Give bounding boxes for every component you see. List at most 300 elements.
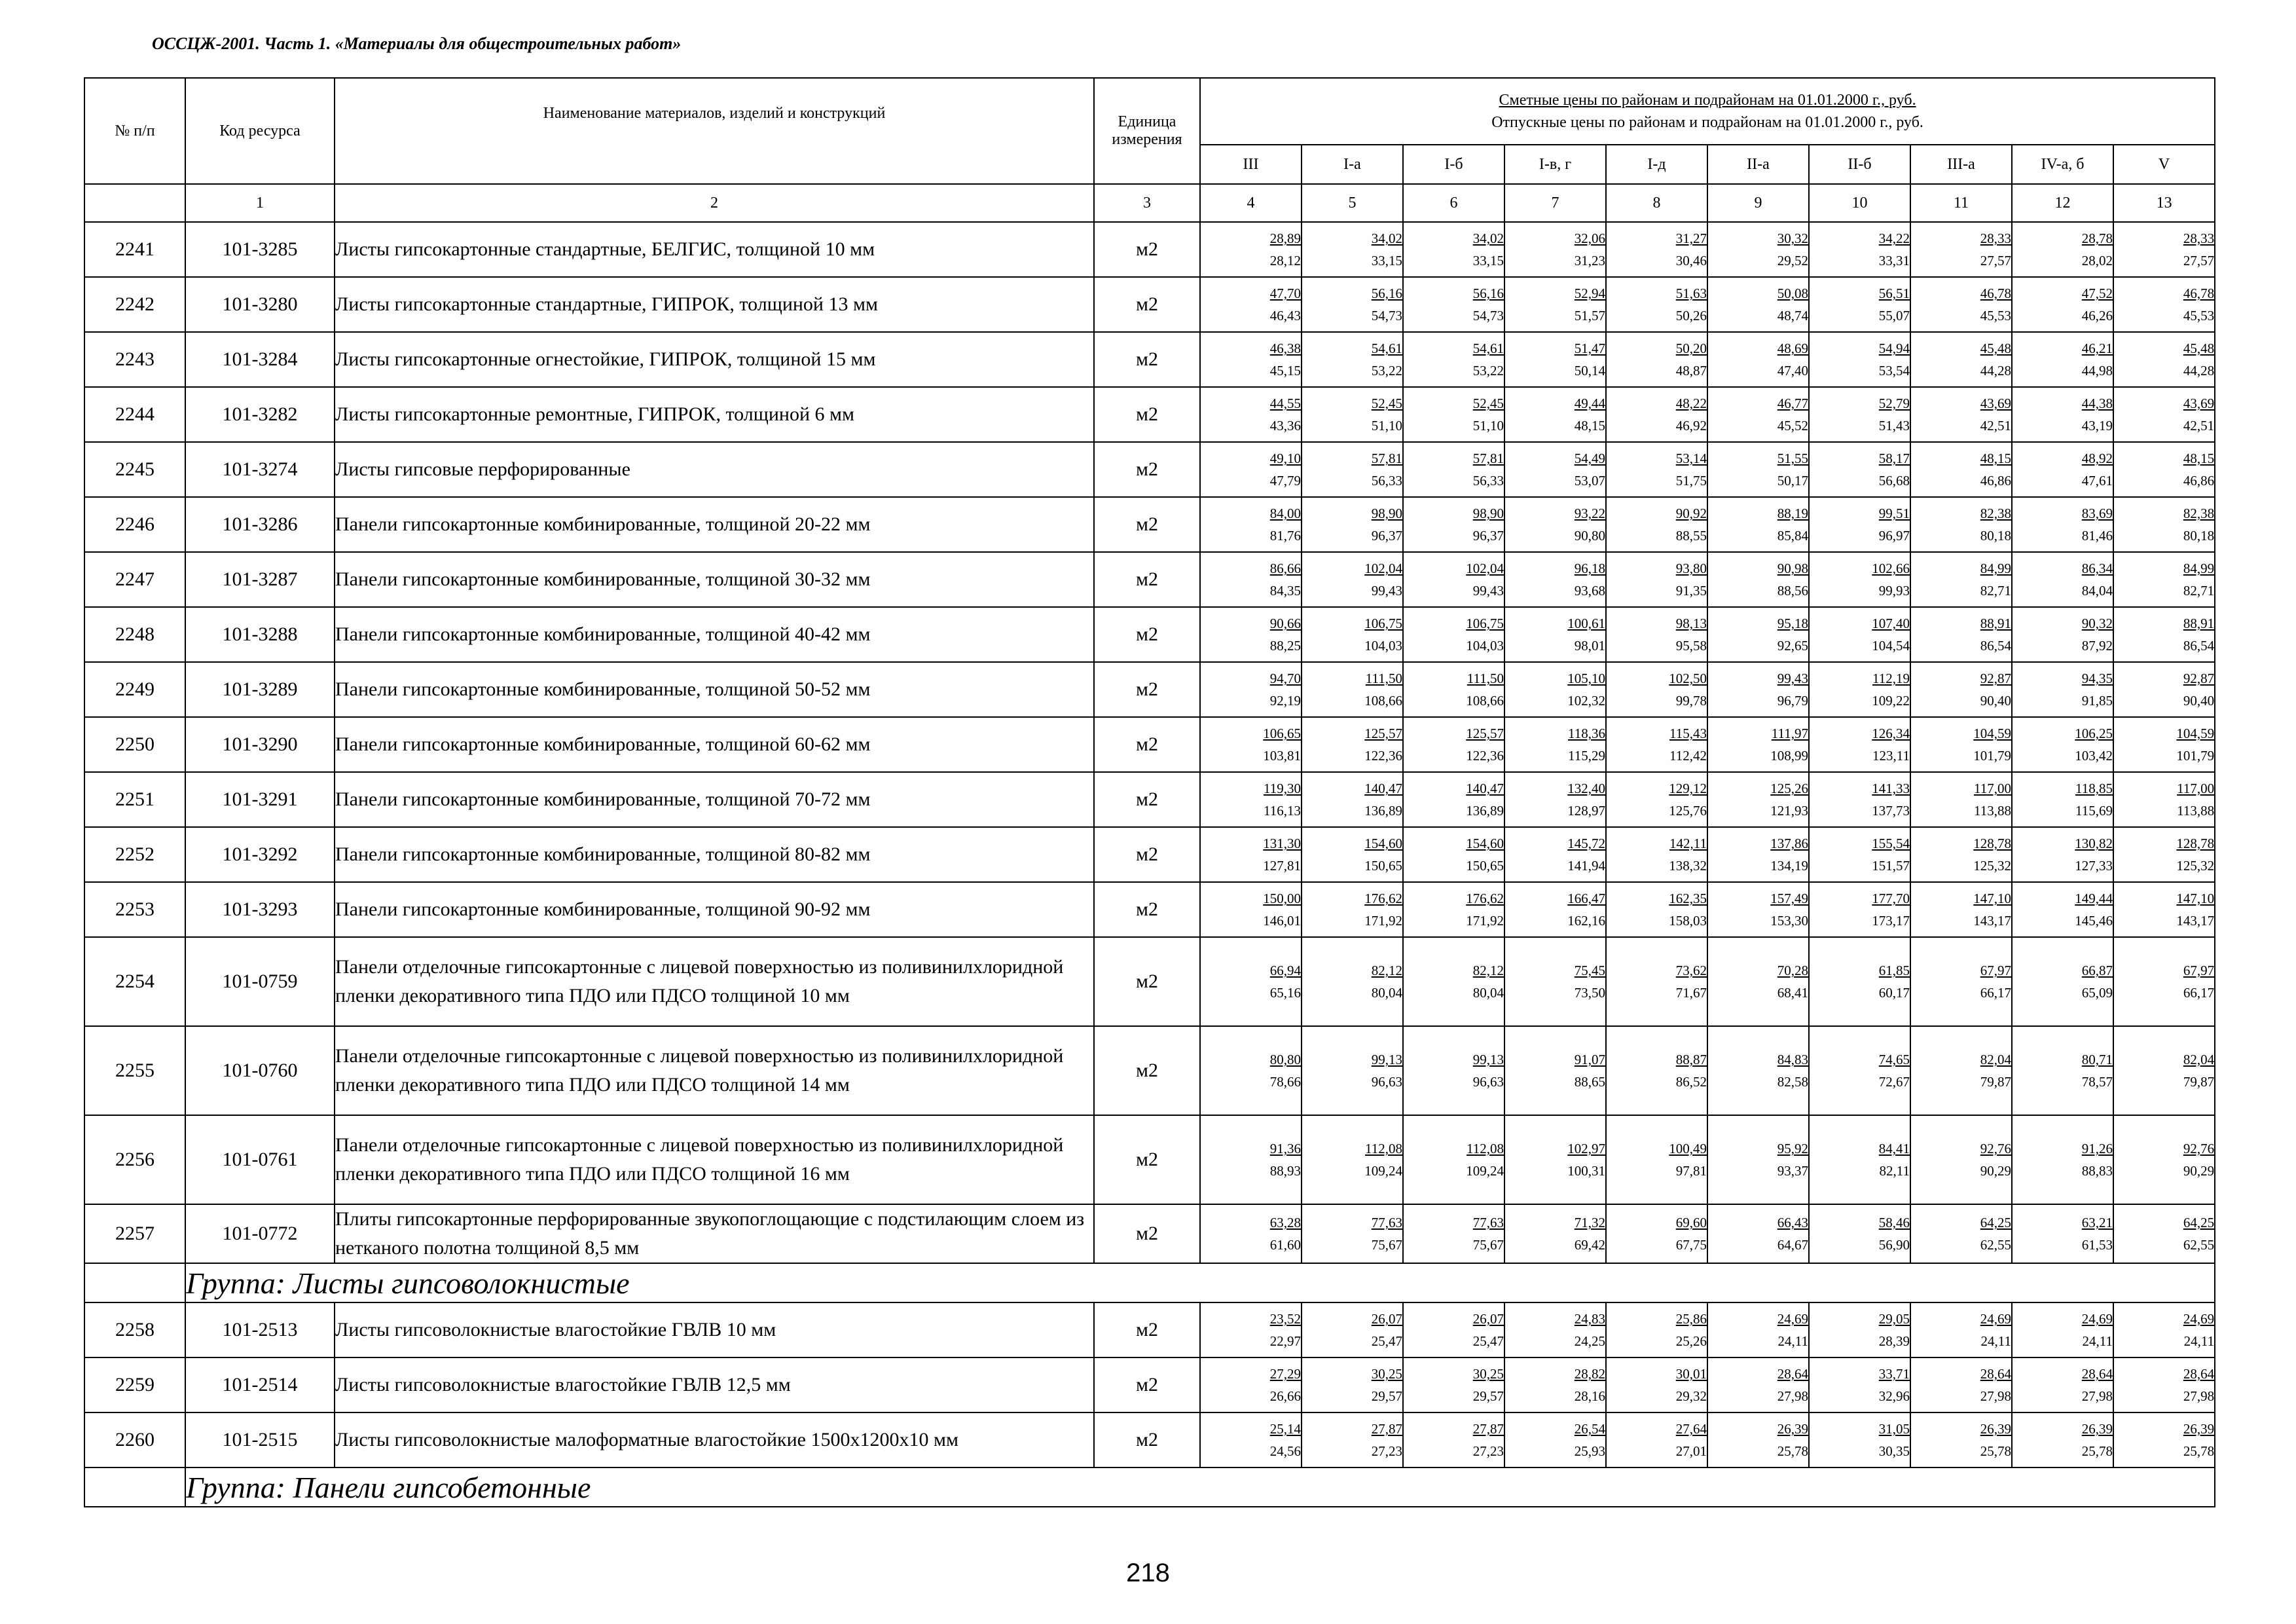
release-price: 104,54 bbox=[1872, 638, 1910, 654]
price-cell bbox=[1809, 1302, 1910, 1357]
price-cell bbox=[1910, 387, 2012, 442]
estimate-price: 56,51 bbox=[1878, 286, 1910, 301]
estimate-price: 104,59 bbox=[2176, 726, 2215, 741]
price-cell bbox=[1302, 497, 1403, 552]
col-header-prices bbox=[1200, 78, 2215, 145]
release-price: 96,37 bbox=[1371, 528, 1402, 544]
estimate-price: 33,71 bbox=[1878, 1366, 1910, 1382]
release-price: 62,55 bbox=[1980, 1237, 2011, 1253]
price-cell bbox=[1200, 387, 1302, 442]
estimate-price: 93,80 bbox=[1675, 561, 1707, 576]
release-price: 56,33 bbox=[1472, 473, 1504, 489]
estimate-price: 99,51 bbox=[1878, 506, 1910, 521]
estimate-price: 64,25 bbox=[1980, 1215, 2011, 1230]
resource-code: 101-0760 bbox=[185, 1026, 335, 1115]
release-price: 66,17 bbox=[2183, 985, 2215, 1001]
price-cell bbox=[2113, 882, 2215, 937]
release-price: 46,26 bbox=[2081, 308, 2113, 323]
price-cell bbox=[1504, 1302, 1606, 1357]
release-price: 82,71 bbox=[1980, 583, 2011, 599]
estimate-price: 48,22 bbox=[1675, 396, 1707, 411]
material-name: Панели отделочные гипсокартонные с лицевой поверхностью из поливинилхлоридной пленки декоративного типа ПДО или ПДСО толщиной 14 мм bbox=[335, 1026, 1094, 1115]
release-price: 78,57 bbox=[2081, 1074, 2113, 1090]
release-price: 27,98 bbox=[2081, 1388, 2113, 1404]
release-price: 80,18 bbox=[2183, 528, 2215, 544]
release-price: 171,92 bbox=[1466, 913, 1504, 929]
price-cell bbox=[1504, 387, 1606, 442]
release-price: 81,46 bbox=[2081, 528, 2113, 544]
resource-code: 101-3290 bbox=[185, 717, 335, 772]
release-price: 29,32 bbox=[1675, 1388, 1707, 1404]
estimate-price: 140,47 bbox=[1466, 781, 1504, 796]
estimate-price: 130,82 bbox=[2075, 836, 2113, 851]
release-price: 61,60 bbox=[1269, 1237, 1301, 1253]
estimate-price: 27,87 bbox=[1371, 1421, 1402, 1437]
table-row bbox=[84, 1026, 2215, 1115]
row-number: 2249 bbox=[84, 662, 185, 717]
table-row bbox=[84, 827, 2215, 882]
release-price: 112,42 bbox=[1669, 748, 1707, 764]
price-cell bbox=[1200, 772, 1302, 827]
release-price: 87,92 bbox=[2081, 638, 2113, 654]
release-price: 30,35 bbox=[1878, 1443, 1910, 1459]
release-price: 151,57 bbox=[1872, 858, 1910, 874]
estimate-price: 111,97 bbox=[1771, 726, 1808, 741]
price-cell bbox=[1606, 387, 1707, 442]
price-cell bbox=[1910, 497, 2012, 552]
price-cell bbox=[2012, 497, 2113, 552]
release-price: 43,19 bbox=[2081, 418, 2113, 434]
price-cell bbox=[1809, 882, 1910, 937]
estimate-price: 57,81 bbox=[1472, 451, 1504, 466]
resource-code: 101-3280 bbox=[185, 277, 335, 332]
price-cell bbox=[1707, 827, 1809, 882]
release-price: 65,16 bbox=[1269, 985, 1301, 1001]
estimate-price: 43,69 bbox=[2183, 396, 2215, 411]
price-cell bbox=[1809, 1115, 1910, 1204]
release-price: 33,31 bbox=[1878, 253, 1910, 268]
release-price: 104,03 bbox=[1466, 638, 1504, 654]
price-cell bbox=[2012, 552, 2113, 607]
release-price: 171,92 bbox=[1364, 913, 1402, 929]
estimate-price: 50,20 bbox=[1675, 341, 1707, 356]
price-cell bbox=[2012, 772, 2113, 827]
release-price: 93,37 bbox=[1777, 1163, 1808, 1179]
release-price: 27,57 bbox=[1980, 253, 2011, 268]
resource-code: 101-3284 bbox=[185, 332, 335, 387]
column-number: 4 bbox=[1200, 184, 1302, 222]
estimate-price: 27,29 bbox=[1269, 1366, 1301, 1382]
release-price: 27,98 bbox=[1777, 1388, 1808, 1404]
group-title: Группа: Панели гипсобетонные bbox=[185, 1467, 2215, 1507]
estimate-price: 80,71 bbox=[2081, 1052, 2113, 1067]
release-price: 51,10 bbox=[1472, 418, 1504, 434]
region-header: III-а bbox=[1910, 145, 2012, 184]
estimate-price: 67,97 bbox=[1980, 963, 2011, 978]
release-price: 27,57 bbox=[2183, 253, 2215, 268]
estimate-price: 28,64 bbox=[1980, 1366, 2011, 1382]
price-cell bbox=[1302, 277, 1403, 332]
unit-of-measure: м2 bbox=[1094, 552, 1200, 607]
estimate-price: 106,65 bbox=[1263, 726, 1301, 741]
group-row bbox=[84, 1467, 2215, 1507]
estimate-price: 25,14 bbox=[1269, 1421, 1301, 1437]
price-cell bbox=[1910, 442, 2012, 497]
price-cell bbox=[1504, 772, 1606, 827]
row-number: 2252 bbox=[84, 827, 185, 882]
price-cell bbox=[2012, 937, 2113, 1026]
price-cell bbox=[1809, 1026, 1910, 1115]
price-cell bbox=[1200, 277, 1302, 332]
estimate-price: 117,00 bbox=[2177, 781, 2215, 796]
resource-code: 101-3293 bbox=[185, 882, 335, 937]
release-price: 28,39 bbox=[1878, 1333, 1910, 1349]
release-price: 136,89 bbox=[1364, 803, 1402, 819]
release-price: 115,29 bbox=[1568, 748, 1605, 764]
estimate-price: 88,91 bbox=[1980, 616, 2011, 631]
price-cell bbox=[2113, 662, 2215, 717]
estimate-price: 27,64 bbox=[1675, 1421, 1707, 1437]
release-price: 50,17 bbox=[1777, 473, 1808, 489]
table-row bbox=[84, 662, 2215, 717]
price-cell bbox=[2113, 937, 2215, 1026]
release-price: 60,17 bbox=[1878, 985, 1910, 1001]
release-price: 88,25 bbox=[1269, 638, 1301, 654]
price-cell bbox=[2012, 442, 2113, 497]
price-cell bbox=[1809, 717, 1910, 772]
price-cell bbox=[2012, 387, 2113, 442]
release-price: 99,43 bbox=[1371, 583, 1402, 599]
price-cell bbox=[1707, 1204, 1809, 1263]
estimate-price: 27,87 bbox=[1472, 1421, 1504, 1437]
estimate-price: 98,90 bbox=[1371, 506, 1402, 521]
release-price: 90,80 bbox=[1574, 528, 1605, 544]
region-header: V bbox=[2113, 145, 2215, 184]
estimate-price: 46,78 bbox=[1980, 286, 2011, 301]
release-price: 115,69 bbox=[2075, 803, 2113, 819]
price-cell bbox=[2012, 882, 2113, 937]
estimate-price: 147,10 bbox=[1973, 891, 2011, 906]
release-price: 88,83 bbox=[2081, 1163, 2113, 1179]
estimate-price: 88,19 bbox=[1777, 506, 1808, 521]
estimate-price: 63,21 bbox=[2081, 1215, 2113, 1230]
resource-code: 101-3289 bbox=[185, 662, 335, 717]
estimate-price: 111,50 bbox=[1365, 671, 1402, 686]
release-price: 99,78 bbox=[1675, 693, 1707, 709]
estimate-price: 71,32 bbox=[1574, 1215, 1605, 1230]
estimate-price: 102,66 bbox=[1872, 561, 1910, 576]
release-price: 24,11 bbox=[1980, 1333, 2011, 1349]
release-price: 50,14 bbox=[1574, 363, 1605, 378]
release-price: 65,09 bbox=[2081, 985, 2113, 1001]
estimate-price: 137,86 bbox=[1770, 836, 1808, 851]
unit-of-measure: м2 bbox=[1094, 937, 1200, 1026]
material-name: Листы гипсоволокнистые влагостойкие ГВЛВ 12,5 мм bbox=[335, 1357, 1094, 1412]
release-price: 128,97 bbox=[1567, 803, 1605, 819]
estimate-price: 58,17 bbox=[1878, 451, 1910, 466]
price-cell bbox=[2113, 1302, 2215, 1357]
release-price: 45,53 bbox=[1980, 308, 2011, 323]
estimate-price: 24,69 bbox=[1777, 1311, 1808, 1327]
row-number: 2256 bbox=[84, 1115, 185, 1204]
material-name: Панели гипсокартонные комбинированные, толщиной 70-72 мм bbox=[335, 772, 1094, 827]
release-price: 96,97 bbox=[1878, 528, 1910, 544]
release-price: 113,88 bbox=[1974, 803, 2011, 819]
release-price: 113,88 bbox=[2177, 803, 2215, 819]
estimate-price: 99,13 bbox=[1472, 1052, 1504, 1067]
price-cell bbox=[1606, 1115, 1707, 1204]
release-price: 31,23 bbox=[1574, 253, 1605, 268]
estimate-price: 28,33 bbox=[2183, 231, 2215, 246]
table-row bbox=[84, 277, 2215, 332]
release-price: 24,25 bbox=[1574, 1333, 1605, 1349]
price-cell bbox=[1707, 717, 1809, 772]
column-number: 6 bbox=[1403, 184, 1504, 222]
release-price: 46,86 bbox=[2183, 473, 2215, 489]
estimate-price: 90,32 bbox=[2081, 616, 2113, 631]
estimate-price: 84,83 bbox=[1777, 1052, 1808, 1067]
release-price: 46,86 bbox=[1980, 473, 2011, 489]
document-header-title: ОССЦЖ-2001. Часть 1. «Материалы для общестроительных работ» bbox=[152, 34, 682, 53]
price-cell bbox=[1809, 497, 1910, 552]
release-price: 125,32 bbox=[2176, 858, 2215, 874]
unit-of-measure: м2 bbox=[1094, 1357, 1200, 1412]
material-name: Панели гипсокартонные комбинированные, толщиной 80-82 мм bbox=[335, 827, 1094, 882]
release-price: 84,35 bbox=[1269, 583, 1301, 599]
estimate-price: 25,86 bbox=[1675, 1311, 1707, 1327]
release-price: 96,63 bbox=[1371, 1074, 1402, 1090]
release-price: 27,98 bbox=[1980, 1388, 2011, 1404]
estimate-price: 52,45 bbox=[1371, 396, 1402, 411]
estimate-price: 126,34 bbox=[1872, 726, 1910, 741]
release-price: 123,11 bbox=[1872, 748, 1910, 764]
price-cell bbox=[1707, 442, 1809, 497]
col-header-no: № п/п bbox=[84, 78, 185, 184]
resource-code: 101-2515 bbox=[185, 1412, 335, 1467]
estimate-price: 56,16 bbox=[1371, 286, 1402, 301]
estimate-price: 95,92 bbox=[1777, 1141, 1808, 1156]
release-price: 73,50 bbox=[1574, 985, 1605, 1001]
price-cell bbox=[1403, 882, 1504, 937]
release-price: 90,29 bbox=[2183, 1163, 2215, 1179]
row-number: 2248 bbox=[84, 607, 185, 662]
estimate-price: 49,44 bbox=[1574, 396, 1605, 411]
estimate-price: 84,99 bbox=[1980, 561, 2011, 576]
release-price: 122,36 bbox=[1364, 748, 1402, 764]
price-cell bbox=[1910, 1026, 2012, 1115]
estimate-price: 91,07 bbox=[1574, 1052, 1605, 1067]
release-price: 75,67 bbox=[1472, 1237, 1504, 1253]
estimate-price: 28,64 bbox=[2183, 1366, 2215, 1382]
release-price: 78,66 bbox=[1269, 1074, 1301, 1090]
estimate-price: 28,64 bbox=[1777, 1366, 1808, 1382]
estimate-price: 162,35 bbox=[1669, 891, 1707, 906]
price-cell bbox=[1200, 607, 1302, 662]
release-price: 67,75 bbox=[1675, 1237, 1707, 1253]
row-number: 2258 bbox=[84, 1302, 185, 1357]
release-price: 91,85 bbox=[2081, 693, 2113, 709]
release-price: 80,04 bbox=[1371, 985, 1402, 1001]
estimate-price: 149,44 bbox=[2075, 891, 2113, 906]
table-row bbox=[84, 1115, 2215, 1204]
estimate-price: 88,87 bbox=[1675, 1052, 1707, 1067]
row-number: 2244 bbox=[84, 387, 185, 442]
estimate-price: 43,69 bbox=[1980, 396, 2011, 411]
release-price: 28,02 bbox=[2081, 253, 2113, 268]
estimate-price: 141,33 bbox=[1872, 781, 1910, 796]
release-price: 27,23 bbox=[1472, 1443, 1504, 1459]
release-price: 51,57 bbox=[1574, 308, 1605, 323]
estimate-price: 29,05 bbox=[1878, 1311, 1910, 1327]
estimate-price: 32,06 bbox=[1574, 231, 1605, 246]
price-cell bbox=[1809, 772, 1910, 827]
price-cell bbox=[1910, 1357, 2012, 1412]
estimate-price: 106,75 bbox=[1364, 616, 1402, 631]
estimate-price: 176,62 bbox=[1466, 891, 1504, 906]
estimate-price: 107,40 bbox=[1872, 616, 1910, 631]
release-price: 48,87 bbox=[1675, 363, 1707, 378]
estimate-price: 52,94 bbox=[1574, 286, 1605, 301]
price-cell bbox=[1606, 497, 1707, 552]
estimate-price: 30,01 bbox=[1675, 1366, 1707, 1382]
estimate-price: 57,81 bbox=[1371, 451, 1402, 466]
release-price: 109,24 bbox=[1466, 1163, 1504, 1179]
resource-code: 101-0759 bbox=[185, 937, 335, 1026]
price-cell bbox=[1200, 1115, 1302, 1204]
price-cell bbox=[1504, 1115, 1606, 1204]
material-name: Панели гипсокартонные комбинированные, толщиной 30-32 мм bbox=[335, 552, 1094, 607]
unit-of-measure: м2 bbox=[1094, 222, 1200, 277]
price-cell bbox=[1200, 552, 1302, 607]
material-name: Листы гипсоволокнистые влагостойкие ГВЛВ 10 мм bbox=[335, 1302, 1094, 1357]
estimate-price: 70,28 bbox=[1777, 963, 1808, 978]
release-price: 47,61 bbox=[2081, 473, 2113, 489]
release-price: 141,94 bbox=[1567, 858, 1605, 874]
estimate-price: 46,38 bbox=[1269, 341, 1301, 356]
unit-of-measure: м2 bbox=[1094, 497, 1200, 552]
region-header: III bbox=[1200, 145, 1302, 184]
estimate-price: 99,43 bbox=[1777, 671, 1808, 686]
estimate-price: 90,66 bbox=[1269, 616, 1301, 631]
estimate-price: 34,02 bbox=[1371, 231, 1402, 246]
price-cell bbox=[2012, 1412, 2113, 1467]
release-price: 127,81 bbox=[1263, 858, 1301, 874]
release-price: 54,73 bbox=[1371, 308, 1402, 323]
price-cell bbox=[1403, 717, 1504, 772]
price-cell bbox=[1606, 442, 1707, 497]
estimate-price: 84,41 bbox=[1878, 1141, 1910, 1156]
unit-of-measure: м2 bbox=[1094, 882, 1200, 937]
release-price: 28,12 bbox=[1269, 253, 1301, 268]
estimate-price: 47,52 bbox=[2081, 286, 2113, 301]
col-header-name: Наименование материалов, изделий и конструкций bbox=[335, 78, 1094, 184]
release-price: 51,75 bbox=[1675, 473, 1707, 489]
release-price: 25,78 bbox=[2081, 1443, 2113, 1459]
release-price: 64,67 bbox=[1777, 1237, 1808, 1253]
estimate-price: 50,08 bbox=[1777, 286, 1808, 301]
release-price: 47,79 bbox=[1269, 473, 1301, 489]
material-name: Панели гипсокартонные комбинированные, толщиной 90-92 мм bbox=[335, 882, 1094, 937]
table-row bbox=[84, 1204, 2215, 1263]
price-table bbox=[84, 77, 2215, 1507]
material-name: Листы гипсоволокнистые малоформатные влагостойкие 1500х1200х10 мм bbox=[335, 1412, 1094, 1467]
estimate-price: 176,62 bbox=[1364, 891, 1402, 906]
release-price: 96,63 bbox=[1472, 1074, 1504, 1090]
estimate-price: 66,87 bbox=[2081, 963, 2113, 978]
col-header-code: Код ресурса bbox=[185, 78, 335, 184]
release-price: 33,15 bbox=[1371, 253, 1402, 268]
table-row bbox=[84, 222, 2215, 277]
price-cell bbox=[1910, 277, 2012, 332]
estimate-price: 67,97 bbox=[2183, 963, 2215, 978]
estimate-price: 105,10 bbox=[1567, 671, 1605, 686]
estimate-price: 44,38 bbox=[2081, 396, 2113, 411]
price-cell bbox=[2113, 497, 2215, 552]
estimate-price: 111,50 bbox=[1467, 671, 1504, 686]
estimate-price: 82,12 bbox=[1371, 963, 1402, 978]
material-name: Панели отделочные гипсокартонные с лицевой поверхностью из поливинилхлоридной пленки декоративного типа ПДО или ПДСО толщиной 10 мм bbox=[335, 937, 1094, 1026]
unit-of-measure: м2 bbox=[1094, 1026, 1200, 1115]
release-price: 53,54 bbox=[1878, 363, 1910, 378]
release-price: 33,15 bbox=[1472, 253, 1504, 268]
estimate-price: 142,11 bbox=[1669, 836, 1707, 851]
estimate-price: 45,48 bbox=[2183, 341, 2215, 356]
price-cell bbox=[1606, 1357, 1707, 1412]
estimate-price: 82,38 bbox=[2183, 506, 2215, 521]
release-price: 101,79 bbox=[2176, 748, 2215, 764]
price-cell bbox=[1302, 222, 1403, 277]
price-cell bbox=[1302, 1412, 1403, 1467]
price-cell bbox=[2113, 1204, 2215, 1263]
price-cell bbox=[2012, 222, 2113, 277]
price-cell bbox=[1302, 717, 1403, 772]
price-cell bbox=[1910, 332, 2012, 387]
resource-code: 101-3285 bbox=[185, 222, 335, 277]
column-number: 7 bbox=[1504, 184, 1606, 222]
price-cell bbox=[1302, 552, 1403, 607]
price-cell bbox=[1403, 277, 1504, 332]
release-price: 90,40 bbox=[2183, 693, 2215, 709]
price-cell bbox=[1504, 937, 1606, 1026]
price-cell bbox=[2113, 222, 2215, 277]
release-price: 69,42 bbox=[1574, 1237, 1605, 1253]
price-cell bbox=[1504, 827, 1606, 882]
estimate-price: 51,47 bbox=[1574, 341, 1605, 356]
column-number: 1 bbox=[185, 184, 335, 222]
release-price: 30,46 bbox=[1675, 253, 1707, 268]
row-number: 2241 bbox=[84, 222, 185, 277]
price-cell bbox=[1707, 1302, 1809, 1357]
price-cell bbox=[1200, 222, 1302, 277]
estimate-price: 154,60 bbox=[1364, 836, 1402, 851]
price-cell bbox=[1403, 937, 1504, 1026]
price-cell bbox=[1606, 607, 1707, 662]
release-price: 28,16 bbox=[1574, 1388, 1605, 1404]
estimate-price: 46,21 bbox=[2081, 341, 2113, 356]
release-price: 146,01 bbox=[1263, 913, 1301, 929]
estimate-price: 94,70 bbox=[1269, 671, 1301, 686]
estimate-price: 31,27 bbox=[1675, 231, 1707, 246]
release-price: 136,89 bbox=[1466, 803, 1504, 819]
estimate-price: 86,66 bbox=[1269, 561, 1301, 576]
table-row bbox=[84, 552, 2215, 607]
estimate-price: 125,57 bbox=[1364, 726, 1402, 741]
estimate-price: 91,36 bbox=[1269, 1141, 1301, 1156]
estimate-price: 112,08 bbox=[1365, 1141, 1402, 1156]
price-cell bbox=[1606, 717, 1707, 772]
resource-code: 101-3286 bbox=[185, 497, 335, 552]
column-number: 13 bbox=[2113, 184, 2215, 222]
